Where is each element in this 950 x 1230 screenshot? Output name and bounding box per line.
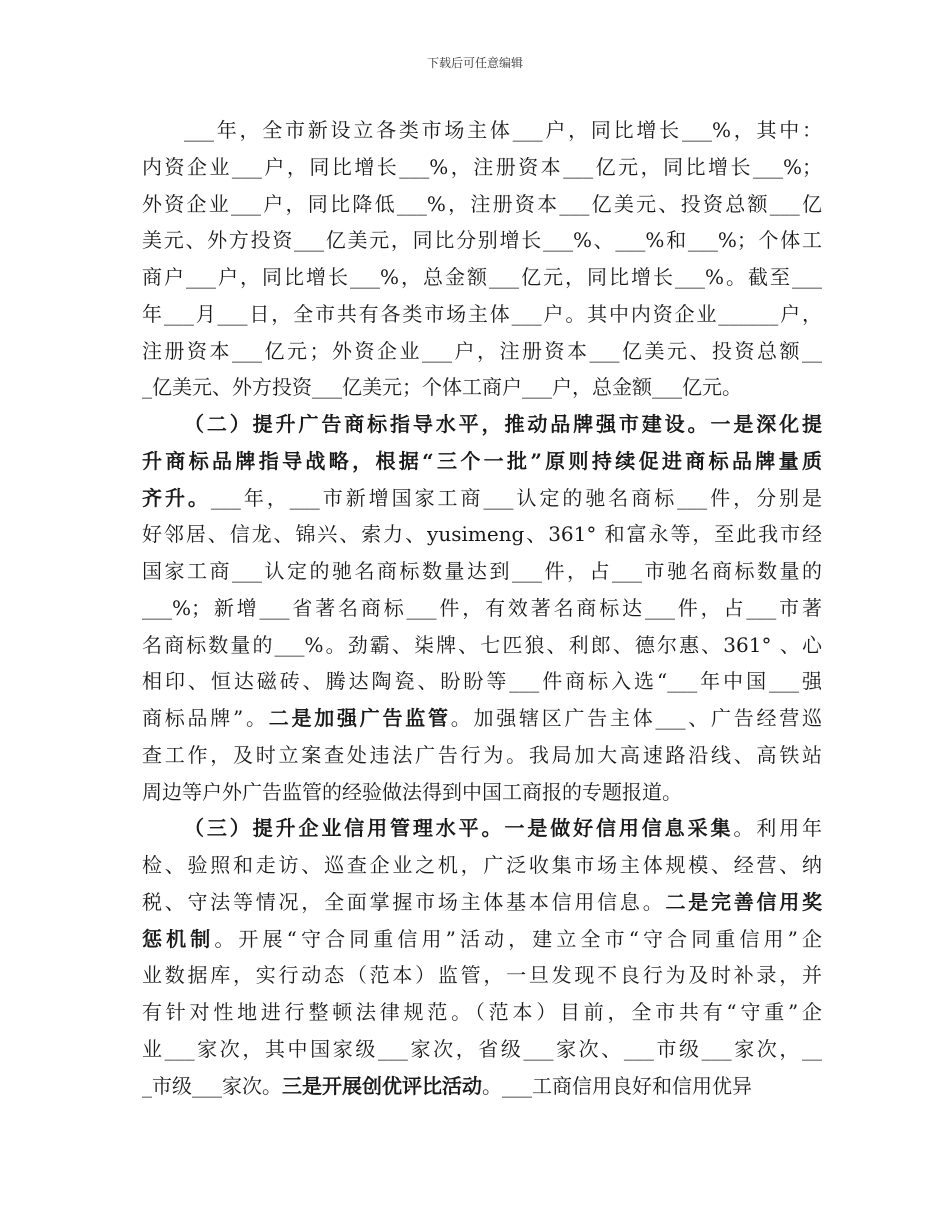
text-line — [142, 700, 822, 737]
text-line — [142, 222, 822, 259]
text-line — [142, 994, 822, 1031]
text-line — [142, 957, 822, 994]
text-segment: 国家工商___认定的驰名商标数量达到___件，占___市驰名商标数量的 — [142, 559, 822, 583]
text-segment: ___%；新增___省著名商标___件，有效著名商标达___件，占___市著 — [142, 595, 822, 620]
text-segment: _市级___家次。 — [142, 1073, 282, 1098]
bold-text-segment: 升商标品牌指导战略，根据“三个一批”原则持续促进商标品牌量质 — [142, 448, 822, 473]
text-segment: ___年，___市新增国家工商___认定的驰名商标___件，分别是 — [210, 485, 823, 510]
text-segment: ___年，全市新设立各类市场主体___户，同比增长___%，其中： — [184, 118, 822, 142]
text-segment: 名商标数量的___%。劲霸、柒牌、七匹狼、利郎、德尔惠、361° 、心 — [142, 632, 822, 657]
text-segment: 。利用年 — [733, 816, 823, 841]
text-line — [142, 627, 822, 664]
text-segment: 外资企业___户，同比降低___%，注册资本___亿美元、投资总额___亿 — [142, 191, 822, 216]
text-segment: 检、验照和走访、巡查企业之机，广泛收集市场主体规模、经营、纳 — [142, 853, 822, 877]
text-segment: 。加强辖区广告主体___、广告经营巡 — [450, 706, 823, 730]
text-segment: 税、守法等情况，全面掌握市场主体基本信用信息。 — [142, 889, 666, 914]
text-line — [142, 369, 822, 406]
text-segment: 年___月___日，全市共有各类市场主体___户。其中内资企业______户， — [142, 301, 822, 326]
text-segment: 好邻居、信龙、锦兴、索力、yusimeng、361° 和富永等，至此我市经 — [142, 522, 822, 547]
bold-text-segment: （三）提升企业信用管理水平。 — [184, 816, 505, 841]
bold-text-segment: 二是加强广告监管 — [268, 706, 451, 730]
text-segment: 。___工商信用良好和信用优异 — [482, 1073, 752, 1098]
text-segment: _亿美元、外方投资___亿美元；个体工商户___户，总金额___亿元。 — [142, 375, 742, 400]
text-segment: 相印、恒达磁砖、腾达陶瓷、盼盼等___件商标入选“___年中国___强 — [142, 669, 822, 694]
text-line — [142, 810, 822, 847]
bold-text-segment: （二）提升广告商标指导水平，推动品牌强市建设。一是深化提 — [184, 412, 822, 436]
text-line — [142, 884, 822, 921]
text-segment: 周边等户外广告监管的经验做法得到中国工商报的专题报道。 — [142, 779, 682, 804]
text-line — [142, 406, 822, 443]
text-segment: 查工作，及时立案查处违法广告行为。我局加大高速路沿线、高铁站 — [142, 742, 822, 767]
text-line — [142, 112, 822, 149]
text-segment: 有针对性地进行整顿法律规范。（范本）目前，全市共有“守重”企 — [142, 1000, 822, 1024]
text-segment: 内资企业___户，同比增长___%，注册资本___亿元，同比增长___%； — [142, 154, 822, 179]
text-line — [142, 296, 822, 333]
bold-text-segment: 一是做好信用信息采集 — [504, 816, 734, 841]
text-line — [142, 186, 822, 223]
page-header: 下载后可任意编辑 — [426, 56, 523, 70]
bold-text-segment: 三是开展创优评比活动 — [282, 1073, 482, 1098]
text-line — [142, 737, 822, 774]
text-segment: 美元、外方投资___亿美元，同比分别增长___%、___%和___%；个体工 — [142, 228, 822, 253]
text-line — [142, 333, 822, 370]
text-line — [142, 443, 822, 480]
text-line — [142, 553, 822, 590]
text-line — [142, 1068, 822, 1105]
text-line — [142, 663, 822, 700]
text-segment: 商户___户，同比增长___%，总金额___亿元，同比增长___%。截至___ — [142, 265, 822, 289]
text-segment: 商标品牌”。 — [142, 706, 269, 730]
text-line — [142, 847, 822, 884]
text-line — [142, 921, 822, 958]
text-segment: 。开展“守合同重信用”活动，建立全市“守合同重信用”企 — [214, 926, 822, 951]
bold-text-segment: 二是完善信用奖 — [665, 889, 823, 914]
bold-text-segment: 齐升。 — [142, 485, 211, 510]
text-line — [142, 149, 822, 186]
text-segment: 注册资本___亿元；外资企业___户，注册资本___亿美元、投资总额__ — [142, 338, 822, 363]
text-line — [142, 1031, 822, 1068]
document-body — [142, 112, 822, 1104]
text-line — [142, 516, 822, 553]
bold-text-segment: 惩机制 — [142, 926, 215, 951]
text-segment: 业___家次，其中国家级___家次，省级___家次、___市级___家次，__ — [142, 1036, 822, 1061]
text-segment: 业数据库，实行动态（范本）监管，一旦发现不良行为及时补录，并 — [142, 963, 822, 988]
text-line — [142, 774, 822, 811]
text-line — [142, 259, 822, 296]
text-line — [142, 590, 822, 627]
text-line — [142, 480, 822, 517]
